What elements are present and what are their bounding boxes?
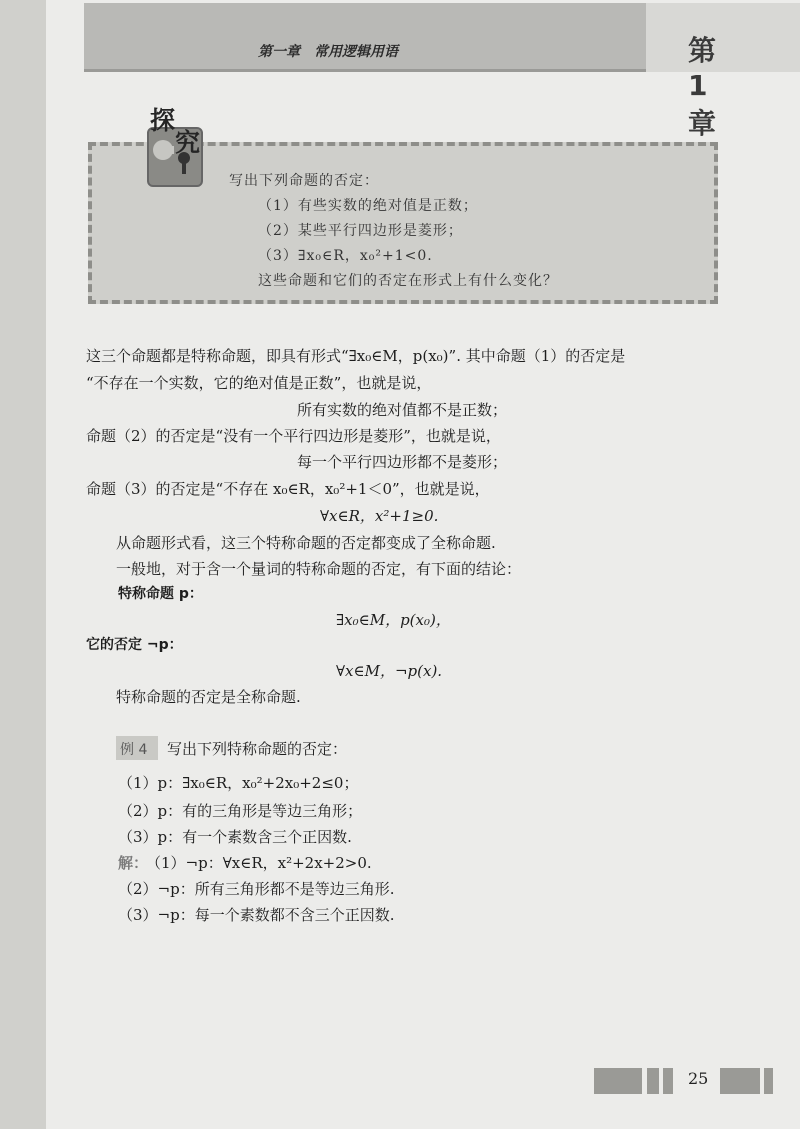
binding-edge bbox=[0, 0, 46, 1129]
example-tag: 例 4 bbox=[120, 742, 148, 758]
footer-bar-end bbox=[764, 1068, 773, 1094]
example-item-1: （1）p：∃x₀∈R，x₀²+2x₀+2≤0； bbox=[118, 774, 359, 792]
body-line-2: “不存在一个实数，它的绝对值是正数”，也就是说， bbox=[86, 374, 432, 392]
solution-3: （3）¬p：每一个素数都不含三个正因数. bbox=[118, 906, 395, 924]
page-number: 25 bbox=[688, 1069, 709, 1088]
body-line-1: 这三个命题都是特称命题，即具有形式“∃x₀∈M，p(x₀)”. 其中命题（1）的否定是 bbox=[86, 347, 626, 365]
proposition-label: 特称命题 p： bbox=[118, 586, 203, 602]
body-line-8: 从命题形式看，这三个特称命题的否定都变成了全称命题. bbox=[116, 534, 496, 552]
negation-label: 它的否定 ¬p： bbox=[86, 637, 183, 653]
explore-title-bottom: 究 bbox=[175, 128, 201, 157]
example-item-2: （2）p：有的三角形是等边三角形； bbox=[118, 802, 363, 820]
footer-bar-right bbox=[720, 1068, 760, 1094]
explore-title-top: 探 bbox=[150, 106, 176, 135]
body-line-4: 命题（2）的否定是“没有一个平行四边形是菱形”，也就是说， bbox=[86, 427, 501, 445]
solution-1: （1）¬p：∀x∈R，x²+2x+2>0. bbox=[146, 854, 372, 872]
body-line-6: 命题（3）的否定是“不存在 x₀∈R，x₀²+1＜0”，也就是说， bbox=[86, 480, 490, 498]
explore-prompt: 写出下列命题的否定： bbox=[229, 173, 379, 189]
body-line-5: 每一个平行四边形都不是菱形； bbox=[297, 453, 508, 471]
proposition-formula: ∃x₀∈M，p(x₀)， bbox=[336, 611, 451, 629]
solution-2: （2）¬p：所有三角形都不是等边三角形. bbox=[118, 880, 395, 898]
body-line-7: ∀x∈R，x²+1≥0. bbox=[320, 507, 439, 525]
explore-item-1: （1）有些实数的绝对值是正数； bbox=[258, 198, 478, 214]
negation-formula: ∀x∈M，¬p(x). bbox=[336, 662, 443, 680]
conclusion-line: 特称命题的否定是全称命题. bbox=[116, 688, 301, 706]
page-header bbox=[84, 3, 719, 140]
explore-item-2: （2）某些平行四边形是菱形； bbox=[258, 223, 463, 239]
body-line-3: 所有实数的绝对值都不是正数； bbox=[297, 401, 508, 419]
footer-bar-small-1 bbox=[647, 1068, 659, 1094]
chapter-tab bbox=[646, 3, 800, 72]
footer-bar-small-2 bbox=[663, 1068, 673, 1094]
solution-label: 解： bbox=[118, 854, 149, 872]
explore-question: 这些命题和它们的否定在形式上有什么变化？ bbox=[258, 273, 558, 289]
example-title: 写出下列特称命题的否定： bbox=[167, 740, 348, 758]
footer-bar-left bbox=[594, 1068, 642, 1094]
example-item-3: （3）p：有一个素数含三个正因数. bbox=[118, 828, 352, 846]
explore-item-3: （3）∃x₀∈R，x₀²+1<0. bbox=[258, 248, 433, 264]
header-section-title: 第一章 常用逻辑用语 bbox=[258, 44, 398, 60]
body-line-9: 一般地，对于含一个量词的特称命题的否定，有下面的结论： bbox=[116, 560, 522, 578]
chapter-label: 第1章 bbox=[688, 34, 719, 140]
